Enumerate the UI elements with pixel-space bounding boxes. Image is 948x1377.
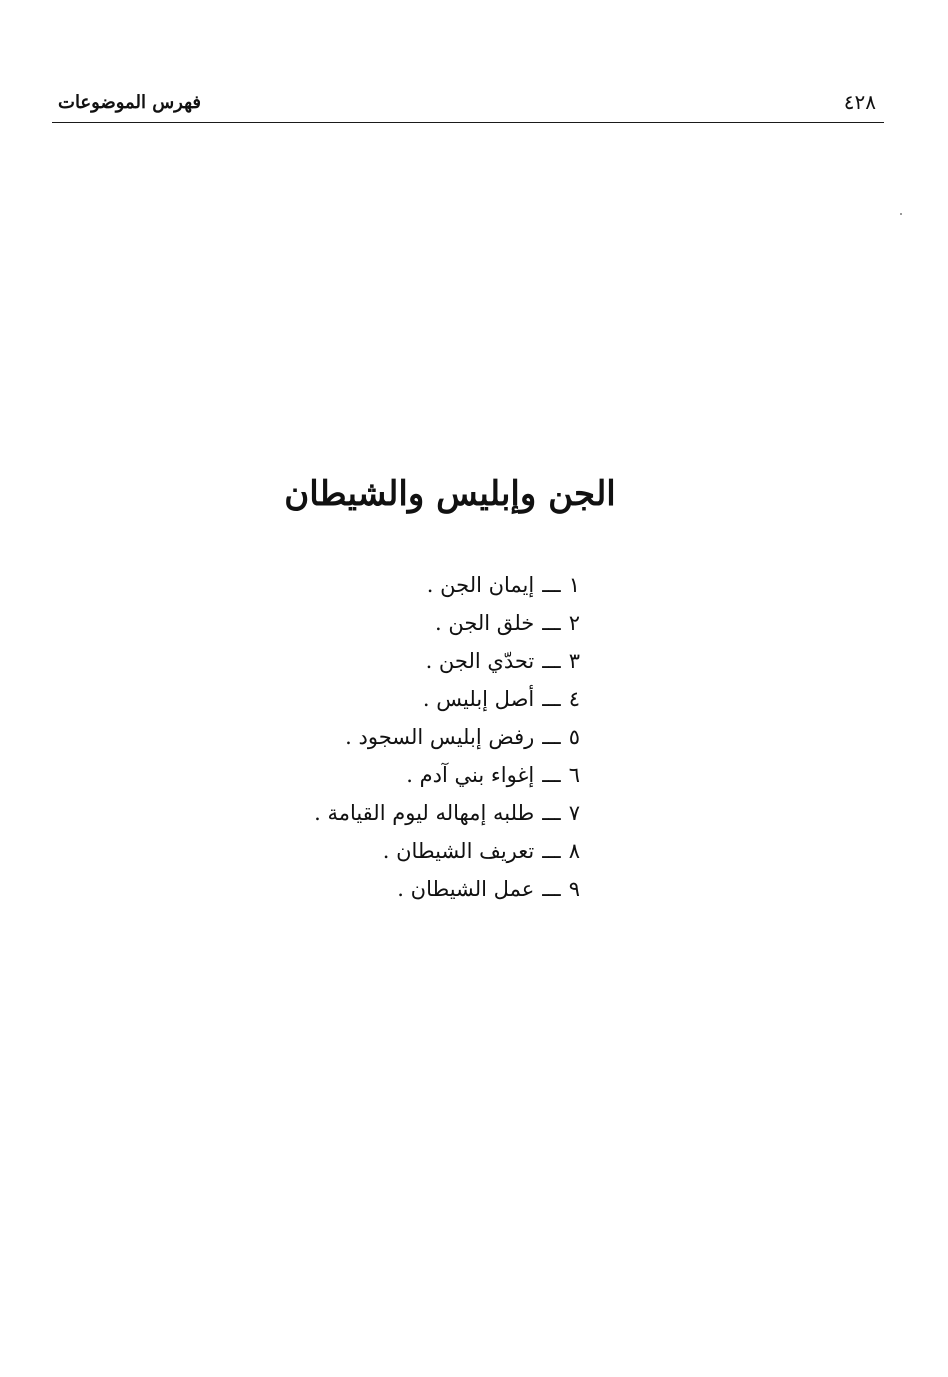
section-title: الجن وإبليس والشيطان (284, 474, 616, 514)
item-dash: ـــ (542, 877, 561, 901)
item-text: خلق الجن . (435, 611, 535, 635)
item-text: طلبه إمهاله ليوم القيامة . (314, 801, 535, 825)
item-dash: ـــ (542, 763, 561, 787)
item-text: أصل إبليس . (422, 687, 535, 711)
item-dash: ـــ (542, 649, 561, 673)
item-number: ٣ (568, 649, 580, 673)
list-item (280, 796, 580, 834)
item-text: إغواء بني آدم . (406, 763, 535, 787)
item-text: إيمان الجن . (426, 573, 535, 597)
header-title: فهرس الموضوعات (58, 92, 202, 113)
item-dash: ـــ (542, 725, 561, 749)
item-number: ١ (568, 573, 580, 597)
list-item (280, 720, 580, 758)
item-number: ٦ (568, 763, 580, 787)
item-text: تحدّي الجن . (425, 649, 535, 673)
list-item (280, 682, 580, 720)
list-item (280, 644, 580, 682)
running-header (52, 88, 884, 122)
item-text: رفض إبليس السجود . (345, 725, 535, 749)
item-number: ٩ (568, 877, 580, 901)
item-text: تعريف الشيطان . (382, 839, 535, 863)
list-item (280, 568, 580, 606)
item-number: ٥ (568, 725, 580, 749)
list-item (280, 834, 580, 872)
item-dash: ـــ (542, 687, 561, 711)
topic-list (280, 568, 580, 910)
header-rule (52, 122, 884, 123)
list-item (280, 872, 580, 910)
item-dash: ـــ (542, 801, 561, 825)
item-number: ٢ (568, 611, 580, 635)
page-number: ٤٢٨ (843, 90, 876, 114)
item-text: عمل الشيطان . (397, 877, 535, 901)
list-item (280, 758, 580, 796)
item-dash: ـــ (542, 839, 561, 863)
list-item (280, 606, 580, 644)
item-dash: ـــ (542, 611, 561, 635)
item-number: ٧ (568, 801, 580, 825)
item-dash: ـــ (542, 573, 561, 597)
scan-speck (900, 213, 902, 215)
item-number: ٨ (568, 839, 580, 863)
item-number: ٤ (568, 687, 580, 711)
